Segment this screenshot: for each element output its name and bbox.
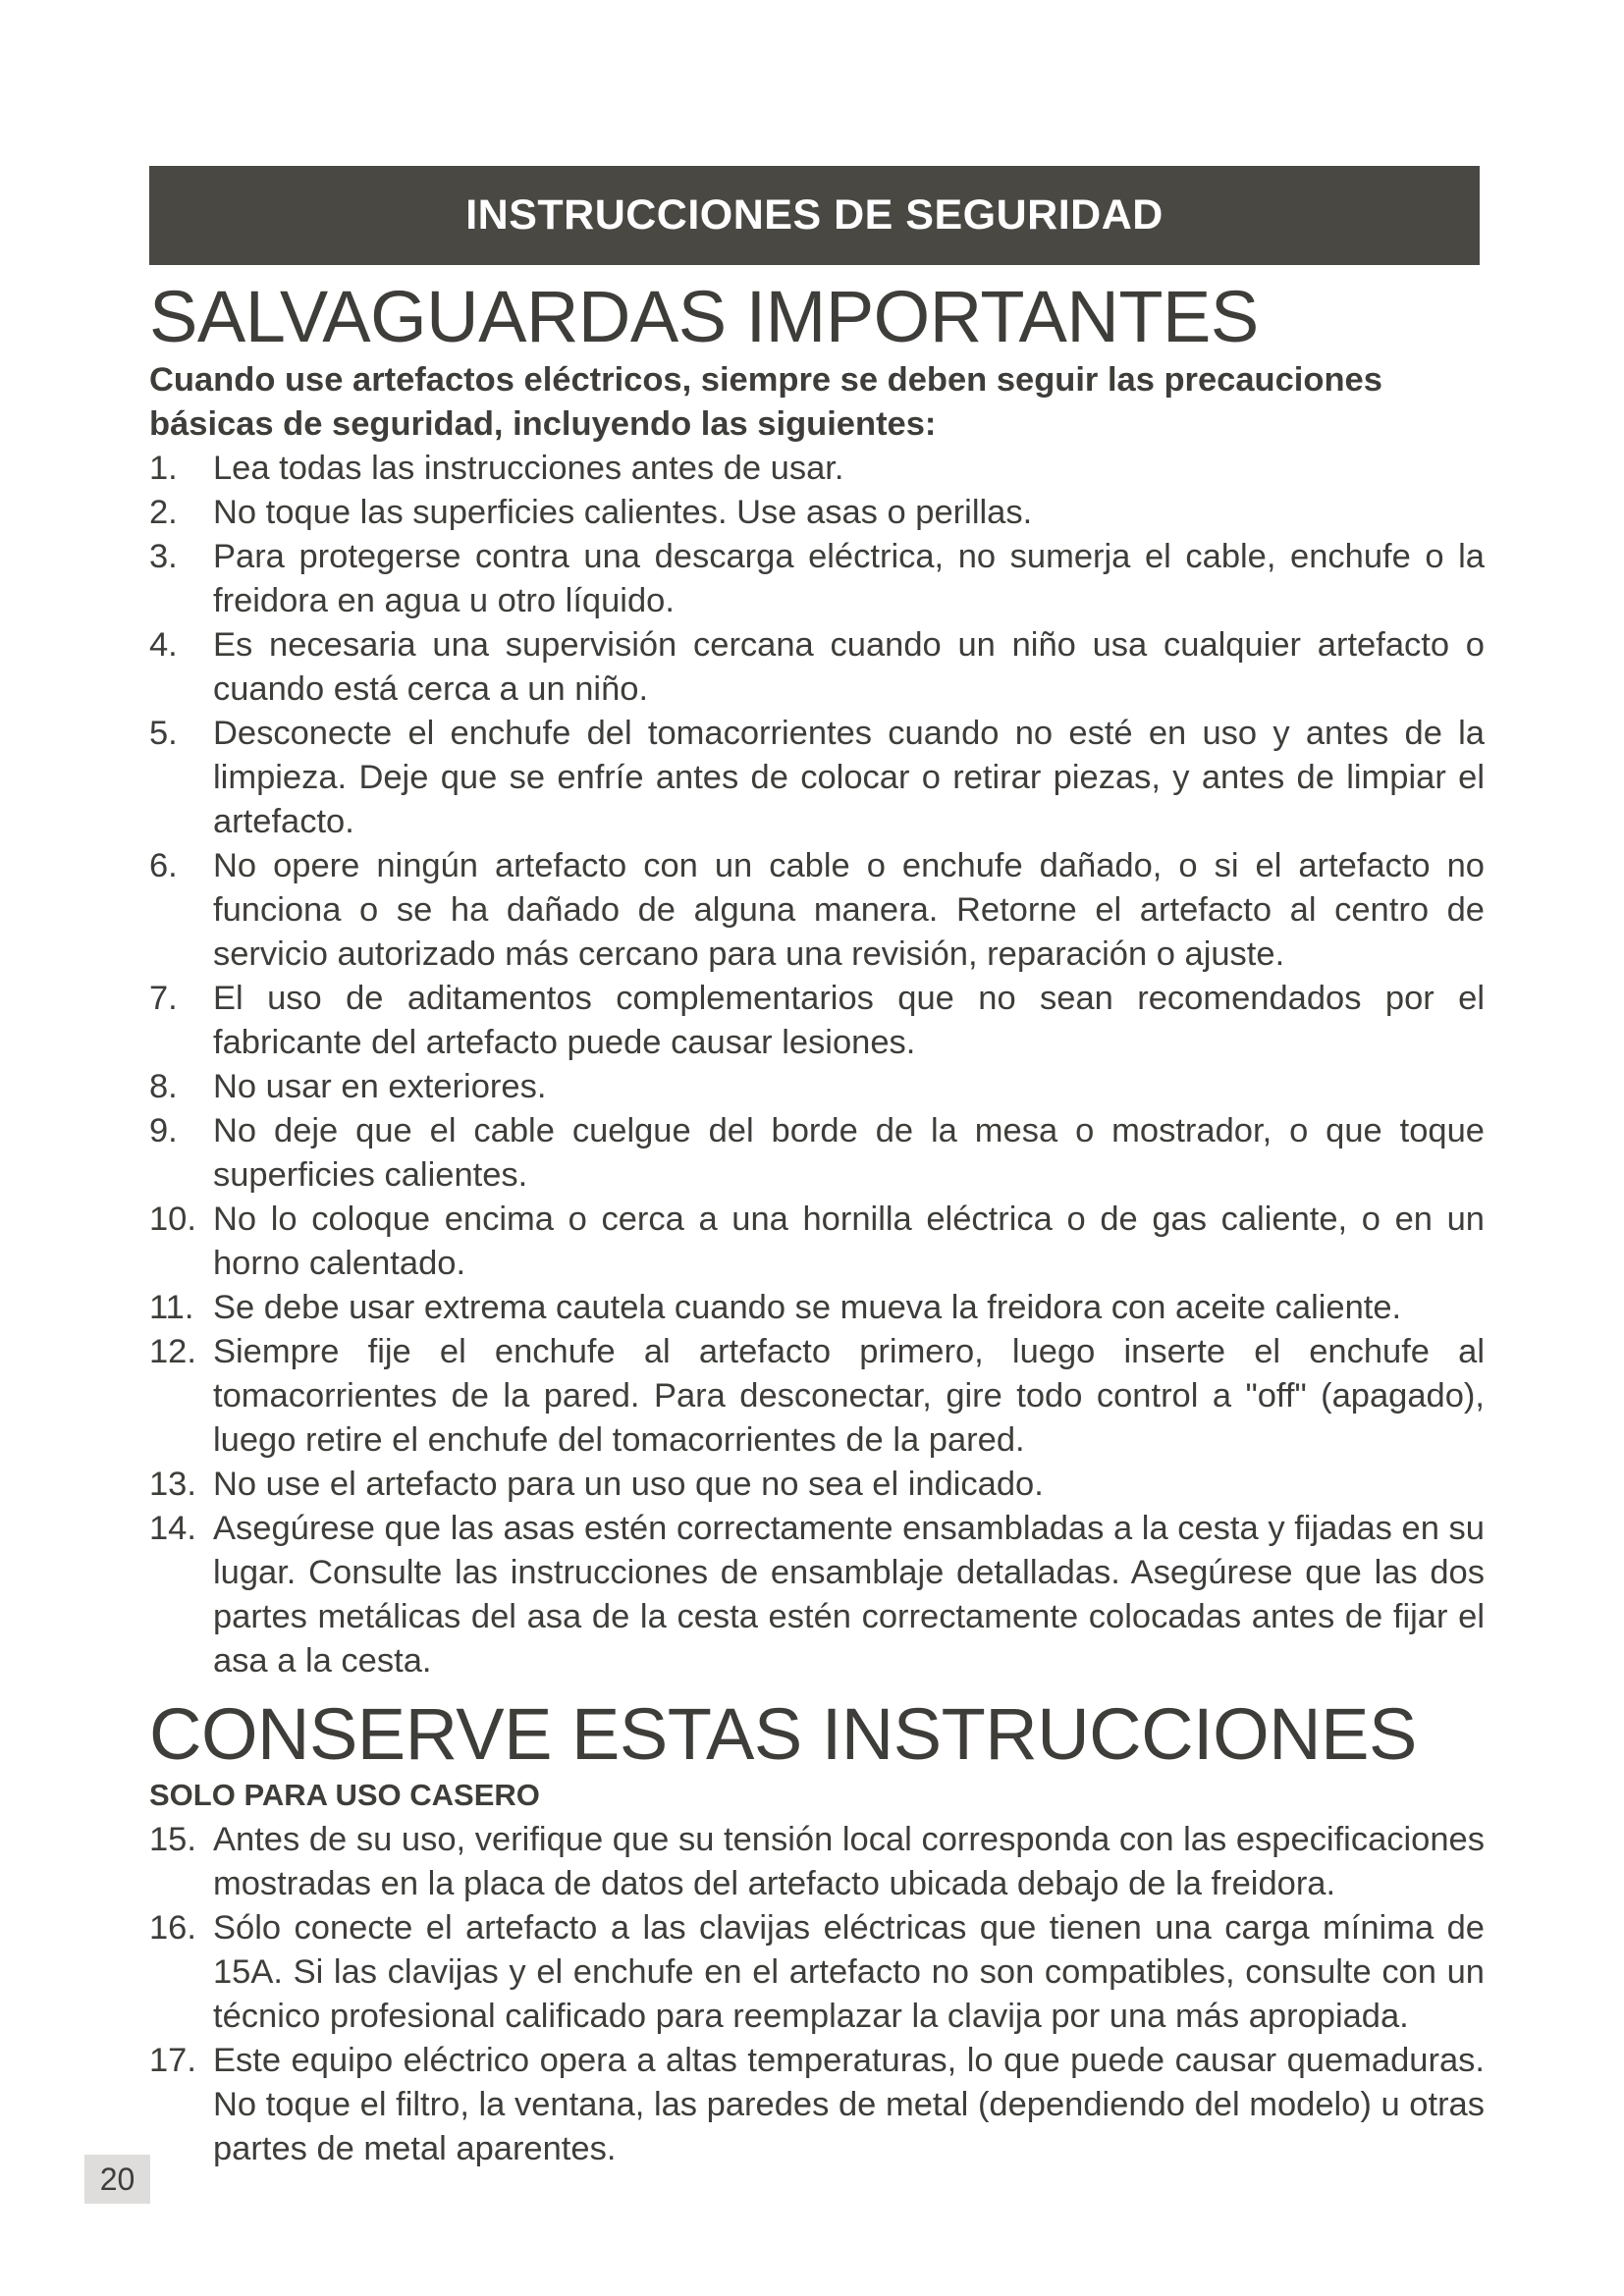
- list-item: [149, 491, 1485, 535]
- item-text: El uso de aditamentos complementarios que no sean recomendados por el fabricante del artefacto puede causar lesiones.: [213, 980, 1485, 1061]
- item-text: Asegúrese que las asas estén correctamente ensambladas a la cesta y fijadas en su lugar. Consulte las instrucciones de ensamblaje detalladas. Asegúrese que las dos partes metálicas del asa de la cesta estén correctamente colocadas antes de fijar el asa a la cesta.: [213, 1510, 1485, 1680]
- item-number: 13.: [149, 1466, 196, 1503]
- list-item: [149, 623, 1485, 712]
- item-text: Sólo conecte el artefacto a las clavijas eléctricas que tienen una carga mínima de 15A. Si las clavijas y el enchufe en el artefacto no son compatibles, consulte con un técnico profesional calificado para reemplazar la clavija por una más apropiada.: [213, 1909, 1485, 2035]
- item-number: 10.: [149, 1201, 196, 1238]
- item-number: 12.: [149, 1333, 196, 1370]
- page-number: 20: [84, 2155, 150, 2204]
- item-number: 17.: [149, 2042, 196, 2079]
- item-text: No opere ningún artefacto con un cable o enchufe dañado, o si el artefacto no funciona o se ha dañado de alguna manera. Retorne el artefacto al centro de servicio autorizado más cercano para una revisión, reparación o ajuste.: [213, 847, 1485, 973]
- list-item: [149, 844, 1485, 977]
- item-text: Antes de su uso, verifique que su tensión local corresponda con las especificaciones mostradas en la placa de datos del artefacto ubicada debajo de la freidora.: [213, 1821, 1485, 1902]
- item-number: 14.: [149, 1510, 196, 1547]
- list-item: [149, 1065, 1485, 1109]
- item-number: 16.: [149, 1909, 196, 1947]
- item-text: Siempre fije el enchufe al artefacto primero, luego inserte el enchufe al tomacorrientes de la pared. Para desconectar, gire todo control a "off" (apagado), luego retire el enchufe del tomacorrientes de la pared.: [213, 1333, 1485, 1459]
- keep-instructions-heading: CONSERVE ESTAS INSTRUCCIONES: [149, 1693, 1417, 1775]
- item-number: 6.: [149, 847, 178, 884]
- list-item: [149, 1330, 1485, 1463]
- list-item: [149, 1906, 1485, 2039]
- item-text: Desconecte el enchufe del tomacorrientes cuando no esté en uso y antes de la limpieza. Deje que se enfríe antes de colocar o retirar piezas, y antes de limpiar el artefacto.: [213, 715, 1485, 840]
- list-item: [149, 1198, 1485, 1286]
- item-text: No use el artefacto para un uso que no sea el indicado.: [213, 1466, 1044, 1503]
- list-item: [149, 1286, 1485, 1330]
- important-safeguards-heading: SALVAGUARDAS IMPORTANTES: [149, 276, 1259, 357]
- list-item: [149, 1463, 1485, 1507]
- item-text: Este equipo eléctrico opera a altas temperaturas, lo que puede causar quemaduras. No toque el filtro, la ventana, las paredes de metal (dependiendo del modelo) u otras partes de metal aparentes.: [213, 2042, 1485, 2167]
- item-number: 2.: [149, 494, 178, 531]
- item-number: 5.: [149, 715, 178, 752]
- item-text: Es necesaria una supervisión cercana cuando un niño usa cualquier artefacto o cuando está cerca a un niño.: [213, 626, 1485, 708]
- household-use-subheading: SOLO PARA USO CASERO: [149, 1778, 540, 1812]
- item-number: 4.: [149, 626, 178, 664]
- section-banner: [149, 166, 1480, 265]
- item-text: Lea todas las instrucciones antes de usar.: [213, 450, 844, 487]
- item-number: 3.: [149, 538, 178, 575]
- item-number: 8.: [149, 1068, 178, 1105]
- item-number: 11.: [149, 1289, 194, 1326]
- list-item: [149, 535, 1485, 623]
- item-text: No deje que el cable cuelgue del borde de la mesa o mostrador, o que toque superficies calientes.: [213, 1112, 1485, 1194]
- item-number: 9.: [149, 1112, 178, 1149]
- safety-list: [149, 447, 1485, 1683]
- banner-title: INSTRUCCIONES DE SEGURIDAD: [465, 191, 1164, 239]
- safety-list-continued: [149, 1818, 1485, 2171]
- item-text: Para protegerse contra una descarga eléctrica, no sumerja el cable, enchufe o la freidora en agua u otro líquido.: [213, 538, 1485, 619]
- item-text: Se debe usar extrema cautela cuando se mueva la freidora con aceite caliente.: [213, 1289, 1402, 1326]
- list-item: [149, 447, 1485, 491]
- item-number: 1.: [149, 450, 178, 487]
- list-item: [149, 712, 1485, 844]
- item-text: No usar en exteriores.: [213, 1068, 547, 1105]
- list-item: [149, 1818, 1485, 1906]
- item-text: No lo coloque encima o cerca a una hornilla eléctrica o de gas caliente, o en un horno calentado.: [213, 1201, 1485, 1282]
- intro-text: Cuando use artefactos eléctricos, siempre se deben seguir las precauciones básicas de seguridad, incluyendo las siguientes:: [149, 361, 1382, 443]
- item-text: No toque las superficies calientes. Use asas o perillas.: [213, 494, 1033, 531]
- list-item: [149, 2039, 1485, 2171]
- list-item: [149, 977, 1485, 1065]
- item-number: 7.: [149, 980, 178, 1017]
- list-item: [149, 1109, 1485, 1198]
- list-item: [149, 1507, 1485, 1683]
- item-number: 15.: [149, 1821, 196, 1858]
